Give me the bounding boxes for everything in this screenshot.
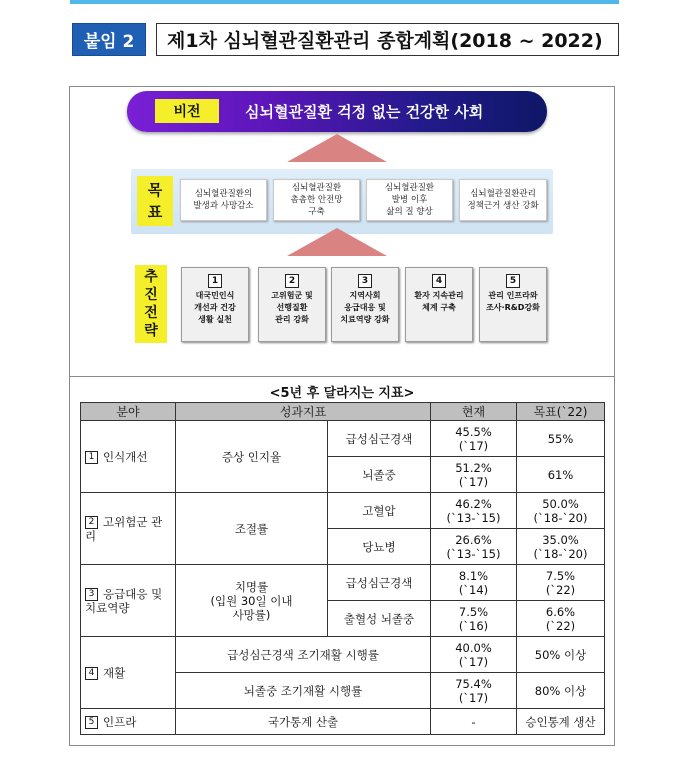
metric-cell: 치명률 (입원 30일 이내 사망률) (176, 565, 328, 637)
metric-cell: 조절률 (176, 493, 328, 565)
field-cell: 3 응급대응 및 치료역량 (81, 565, 176, 637)
metric-cell: 뇌졸중 조기재활 시행률 (176, 673, 431, 709)
field-cell: 2 고위험군 관리 (81, 493, 176, 565)
current-cell: 51.2% (`17) (431, 457, 517, 493)
current-cell: 45.5% (`17) (431, 421, 517, 457)
sub-metric-cell: 급성심근경색 (328, 565, 431, 601)
target-cell: 50% 이상 (517, 637, 605, 673)
attachment-badge: 붙임 2 (72, 23, 146, 56)
section-divider (69, 376, 615, 377)
current-cell: 75.4% (`17) (431, 673, 517, 709)
target-cell: 61% (517, 457, 605, 493)
goal-label: 목 표 (137, 176, 173, 226)
current-cell: 46.2% (`13-`15) (431, 493, 517, 529)
up-arrow-icon (287, 228, 387, 256)
target-cell: 50.0% (`18-`20) (517, 493, 605, 529)
table-row (81, 709, 605, 735)
sub-metric-cell: 뇌졸중 (328, 457, 431, 493)
sub-metric-cell: 급성심근경색 (328, 421, 431, 457)
target-cell: 7.5% (`22) (517, 565, 605, 601)
goal-box-2: 심뇌혈관질환 촘촘한 안전망 구축 (273, 179, 360, 221)
metric-cell: 증상 인지율 (176, 421, 328, 493)
document-title: 제1차 심뇌혈관질환관리 종합계획(2018 ~ 2022) (156, 23, 619, 56)
strategy-box-2: 2 고위험군 및 선행질환 관리 강화 (258, 267, 326, 342)
field-cell: 5 인프라 (81, 709, 176, 735)
header-field: 분야 (81, 403, 176, 421)
sub-metric-cell: 당뇨병 (328, 529, 431, 565)
strategy-box-1: 1 대국민인식 개선과 건강 생활 실천 (181, 267, 249, 342)
current-cell: 8.1% (`14) (431, 565, 517, 601)
header-current: 현재 (431, 403, 517, 421)
top-accent-line (70, 0, 619, 4)
field-cell: 4 재활 (81, 637, 176, 709)
target-cell: 6.6% (`22) (517, 601, 605, 637)
field-cell: 1 인식개선 (81, 421, 176, 493)
target-cell: 55% (517, 421, 605, 457)
current-cell: 40.0% (`17) (431, 637, 517, 673)
header-metric: 성과지표 (176, 403, 431, 421)
current-cell: 26.6% (`13-`15) (431, 529, 517, 565)
target-cell: 35.0% (`18-`20) (517, 529, 605, 565)
goal-box-1: 심뇌혈관질환의 발생과 사망감소 (180, 179, 267, 221)
strategy-box-5: 5 관리 인프라와 조사·R&D강화 (479, 267, 547, 342)
target-cell: 승인통계 생산 (517, 709, 605, 735)
strategy-box-3: 3 지역사회 응급대응 및 치료역량 강화 (331, 267, 399, 342)
metric-cell: 급성심근경색 조기재활 시행률 (176, 637, 431, 673)
vision-label: 비전 (155, 99, 219, 123)
table-row (81, 565, 605, 601)
indicator-table (80, 402, 605, 735)
table-header-row (81, 403, 605, 421)
strategy-label: 추 진 전 략 (135, 265, 167, 343)
goal-box-4: 심뇌혈관질환관리 정책근거 생산 강화 (459, 179, 547, 221)
table-row (81, 493, 605, 529)
header-target: 목표(`22) (517, 403, 605, 421)
sub-metric-cell: 출혈성 뇌졸중 (328, 601, 431, 637)
current-cell: - (431, 709, 517, 735)
strategy-box-4: 4 환자 지속관리 체계 구축 (405, 267, 473, 342)
table-row (81, 637, 605, 673)
vision-text: 심뇌혈관질환 걱정 없는 건강한 사회 (245, 103, 484, 121)
target-cell: 80% 이상 (517, 673, 605, 709)
indicator-subtitle: <5년 후 달라지는 지표> (269, 386, 415, 401)
current-cell: 7.5% (`16) (431, 601, 517, 637)
metric-cell: 국가통계 산출 (176, 709, 431, 735)
sub-metric-cell: 고혈압 (328, 493, 431, 529)
goal-box-3: 심뇌혈관질환 발병 이후 삶의 질 향상 (366, 179, 453, 221)
table-row (81, 421, 605, 457)
up-arrow-icon (287, 134, 387, 162)
